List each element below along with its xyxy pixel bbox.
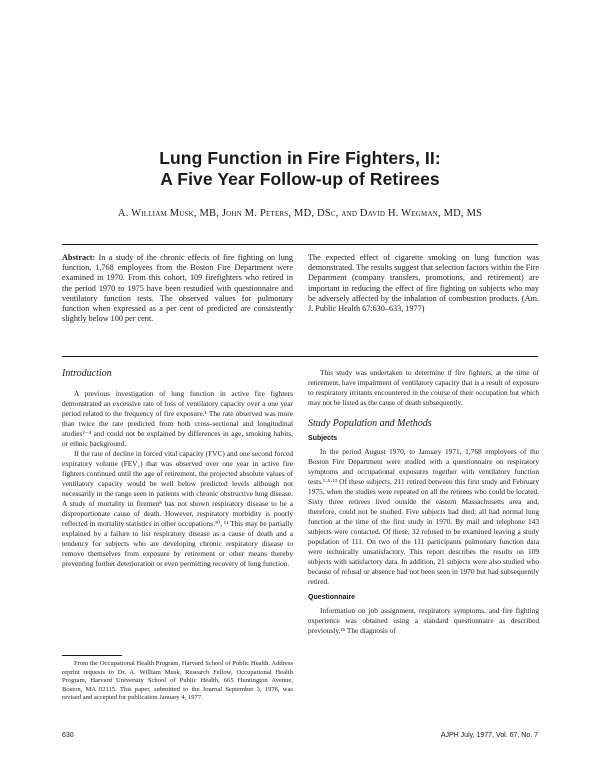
intro-paragraph-3: This study was undertaken to determine if fire fighters, at the time of retirement, have impairment of ventilatory capacity that is a result of exposure to respiratory irritants encountered in the course of their occupation but which may not be listed as the cause of death subsequently. (308, 368, 539, 407)
abstract-right-text: The expected effect of cigarette smoking on lung function was demonstrated. The results suggest that selection factors within the Fire Department (company transfers, promotions, and retirement) are important in reducing the effect of fire fighting on subjects who may be adversely affected by the inhalation of combustion products. (Am. J. Public Health 67:630–633, 1977) (308, 253, 539, 314)
intro-paragraph-2: If the rate of decline in forced vital capacity (FVC) and one second forced expiratory volume (FEV₁) that was observed over one year in active fire fighters continued until the age of retirement, the projected absolute values of ventilatory capacity would be well below predicted levels although not necessarily in the range seen in patients with chronic obstructive lung disease. A study of mortality in firemen⁸ has not shown respiratory disease to be a disproportionate cause of death. However, respiratory morbidity is poorly reflected in mortality statistics in other occupations.¹⁰, ¹¹ This may be partially explained by a failure to list respiratory disease as a cause of death and a tendency for subjects who are developing chronic respiratory disease to remove themselves from exposure by retirement or other means thereby preventing further deterioration or even permitting recovery of lung function. (62, 449, 293, 568)
abstract-label: Abstract: (62, 253, 96, 262)
section-heading-introduction: Introduction (62, 368, 112, 379)
intro-paragraph-1: A previous investigation of lung function in active fire fighters demonstrated an excessive rate of loss of ventilatory capacity over a one year period related to the frequency of fire exposure.¹ The rate observed was more than twice the rate predicted from both cross-sectional and longitudinal studies²⁻⁴ and could not be explained by differences in age, smoking habits, or ethnic background. (62, 389, 293, 448)
left-column (62, 368, 293, 569)
abstract-bottom-rule (62, 356, 538, 357)
abstract-left (62, 253, 293, 324)
title-line-2: A Five Year Follow-up of Retirees (160, 169, 440, 189)
page-number: 630 (62, 732, 74, 739)
subheading-questionnaire: Questionnaire (308, 594, 356, 601)
title-line-1: Lung Function in Fire Fighters, II: (159, 148, 441, 168)
questionnaire-paragraph: Information on job assignment, respiratory symptoms, and fire fighting experience was obtained using a standard questionnaire as described previously.¹⁵ The diagnosis of (308, 606, 539, 635)
subheading-subjects: Subjects (308, 435, 338, 442)
section-heading-methods: Study Population and Methods (308, 418, 432, 429)
journal-citation: AJPH July, 1977, Vol. 67, No. 7 (440, 732, 538, 739)
abstract-left-text: In a study of the chronic effects of fire fighting on lung function, 1,768 employees from the Boston Fire Department were examined in 1970. From this cohort, 109 firefighters who retired in the period 1970 to 1975 have been restudied with questionnaire and ventilatory function tests. The observed values for pulmonary function when expressed as a per cent of predicted are consistently slightly below 100 per cent. (62, 253, 293, 324)
footnote-rule (62, 655, 122, 656)
author-list: A. William Musk, MB, John M. Peters, MD, DSc, and David H. Wegman, MD, MS (117, 208, 483, 219)
top-rule (62, 244, 538, 245)
right-column (308, 368, 539, 636)
article-title (0, 148, 600, 190)
footnote-text: From the Occupational Health Program, Harvard School of Public Health. Address reprint requests to Dr. A. William Musk, Research Fellow, Occupational Health Program, Harvard University School of Public Health, 665 Huntington Avenue, Boston, MA 02115. This paper, submitted to the Journal September 3, 1976, was revised and accepted for publication January 4, 1977. (62, 660, 293, 702)
abstract-right (308, 253, 539, 314)
footnote (62, 660, 293, 703)
subjects-paragraph: In the period August 1970, to January 1971, 1,768 employees of the Boston Fire Department were studied with a questionnaire on respiratory symptoms and occupational exposures together with ventilatory function tests.¹·⁵·¹³ Of these subjects, 211 retired between this first study and February 1975, when the studies were repeated on all the retirees who could be located. Sixty three retirees lived outside the eastern Massachusetts area and, therefore, could not be studied. Five subjects had died; all had normal lung function at the time of the first study in 1970. By mail and telephone 143 subjects were contacted. Of these, 32 refused to be examined leaving a study population of 111. On two of the 111 participants pulmonary function data were technically unsatisfactory. This report describes the results on 109 subjects with satisfactory data. In addition, 21 subjects were also studied who because of refusal or absence had not been seen in 1970 but had subsequently retired. (308, 447, 539, 586)
